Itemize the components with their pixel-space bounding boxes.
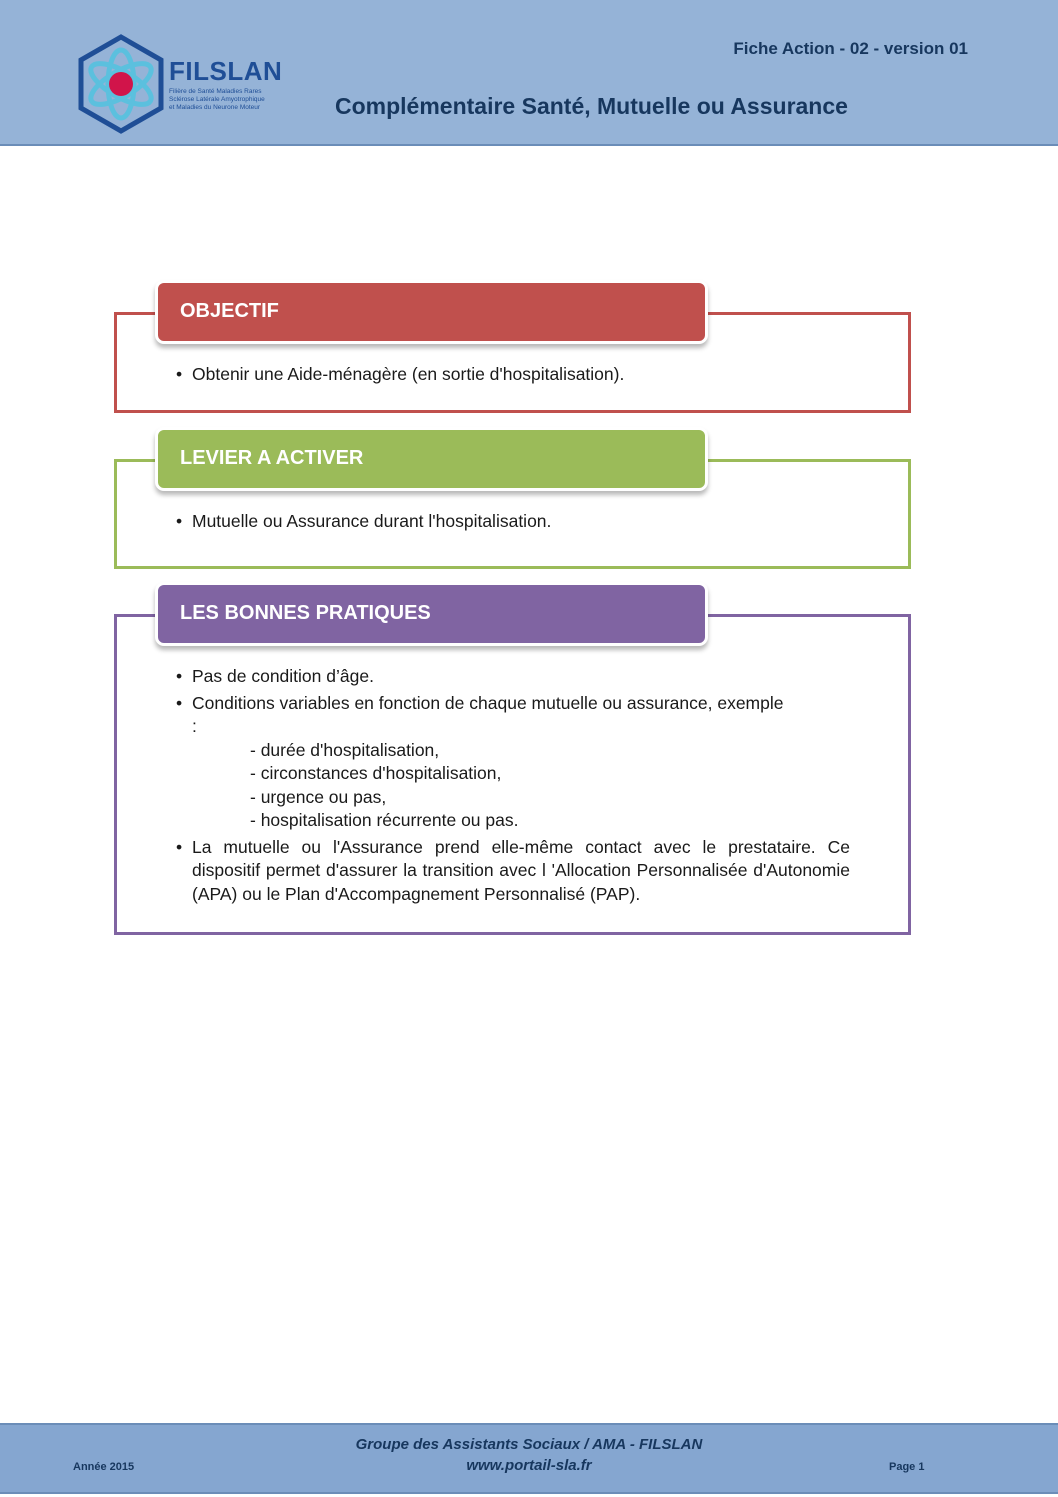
- document-title: Complémentaire Santé, Mutuelle ou Assurance: [335, 93, 848, 119]
- objectif-heading-text: OBJECTIF: [180, 300, 279, 322]
- bullet-icon: •: [176, 511, 183, 531]
- list-item: [176, 692, 850, 833]
- logo-wordmark: FILSLAN: [169, 56, 283, 86]
- bullet-icon: •: [176, 666, 183, 686]
- bullet-text: Mutuelle ou Assurance durant l'hospitalisation.: [192, 511, 552, 531]
- fiche-label: Fiche Action - 02 - version 01: [733, 39, 968, 58]
- objectif-bullets: [176, 363, 850, 390]
- list-item: [176, 836, 850, 907]
- levier-heading-text: LEVIER A ACTIVER: [180, 447, 364, 469]
- objectif-heading: [155, 280, 708, 344]
- list-item: [176, 510, 850, 534]
- bonnes-pratiques-bullets: [176, 665, 850, 909]
- page-header: [0, 0, 1058, 146]
- sub-item: - circonstances d'hospitalisation,: [250, 763, 502, 783]
- sub-item: - durée d'hospitalisation,: [250, 739, 440, 760]
- bullet-text: La mutuelle ou l'Assurance prend elle-même contact avec le prestataire. Ce dispositif permet d'assurer la transition avec l 'Allocation Personnalisée d'Autonomie (APA) ou le Plan d'Accompagnement Personnalisé (PAP).: [192, 836, 850, 904]
- bullet-text: Obtenir une Aide-ménagère (en sortie d'hospitalisation).: [192, 364, 625, 384]
- bonnes-pratiques-heading-text: LES BONNES PRATIQUES: [180, 602, 431, 624]
- bullet-icon: •: [176, 364, 183, 384]
- footer-url[interactable]: www.portail-sla.fr: [466, 1457, 592, 1474]
- logo-subtitle: [169, 88, 279, 112]
- filslan-logo: [76, 34, 283, 136]
- page-footer: [0, 1423, 1058, 1494]
- levier-heading: [155, 427, 708, 491]
- bullet-icon: •: [176, 836, 183, 857]
- bonnes-pratiques-heading: [155, 582, 708, 646]
- list-item: [176, 665, 850, 689]
- list-item: [176, 363, 850, 387]
- footer-year: Année 2015: [73, 1461, 135, 1473]
- atom-hexagon-icon: [76, 34, 166, 134]
- logo-subtitle-line: Sclérose Latérale Amyotrophique: [169, 96, 265, 103]
- bullet-text: Pas de condition d’âge.: [192, 666, 374, 686]
- sub-item: - urgence ou pas,: [250, 786, 387, 807]
- footer-page-number: Page 1: [889, 1461, 925, 1473]
- bullet-icon: •: [176, 692, 183, 713]
- logo-subtitle-line: et Maladies du Neurone Moteur: [169, 104, 261, 111]
- footer-group: Groupe des Assistants Sociaux / AMA - FILSLAN: [355, 1436, 703, 1453]
- logo-subtitle-line: Filière de Santé Maladies Rares: [169, 88, 262, 95]
- levier-bullets: [176, 510, 850, 537]
- bullet-text: Conditions variables en fonction de chaque mutuelle ou assurance, exemple :: [192, 692, 784, 736]
- sub-item: - hospitalisation récurrente ou pas.: [250, 810, 519, 830]
